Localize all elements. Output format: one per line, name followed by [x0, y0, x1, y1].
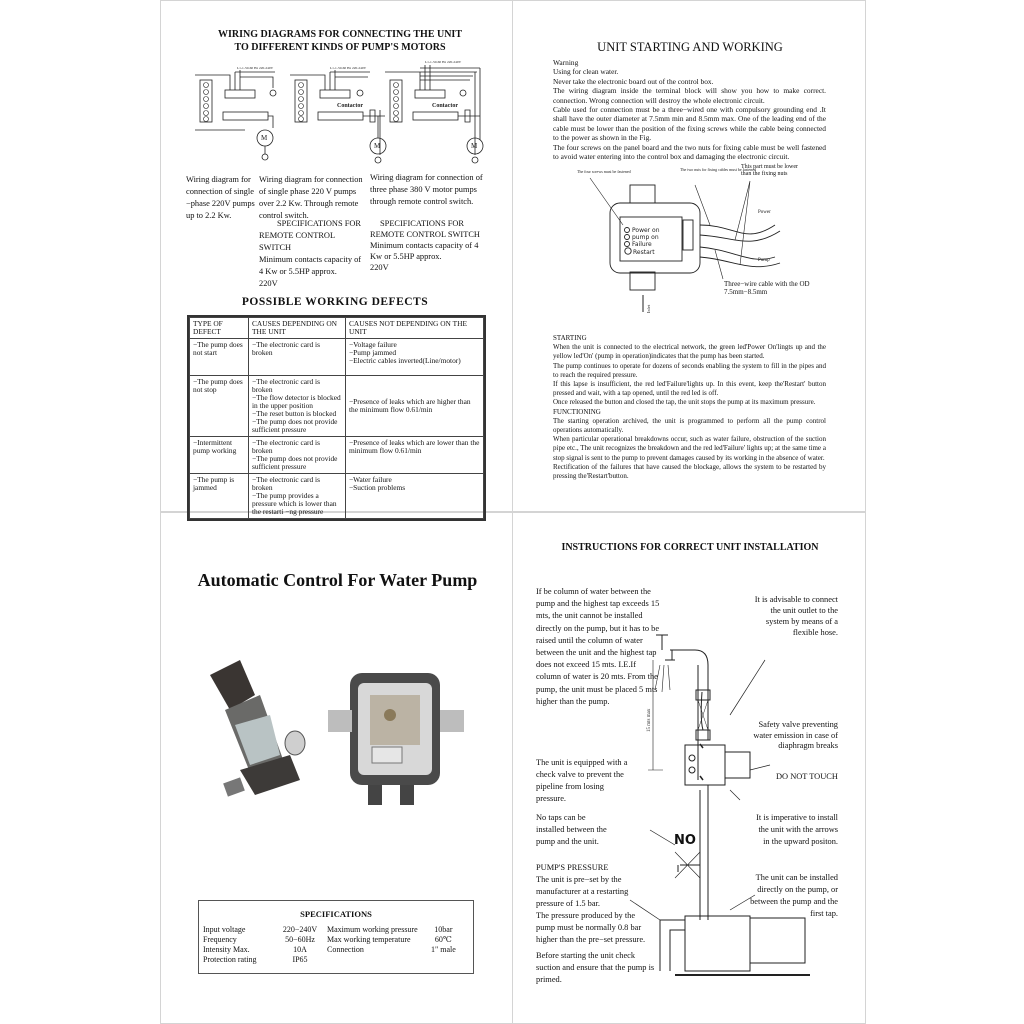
pump-controller-photo — [210, 660, 305, 797]
spec-value: IP65 — [292, 955, 308, 964]
remote-spec-text: Minimum contacts capacity of 4 Kw or 5.5HP approx. — [259, 255, 362, 276]
defect-external-causes: −Voltage failure −Pump jammed −Electric cables inverted(Line/motor) — [346, 339, 484, 376]
spec-label: Maximum working pressure — [327, 925, 418, 934]
warning-line: Using for clean water. — [553, 67, 619, 77]
spec-value: 1" male — [431, 945, 456, 954]
wiring-diagram-three-phase — [385, 60, 483, 163]
starting-line: The pump continues to operate for dozens of seconds enabling the system to fill in the pipes and to reach the required pressure. — [553, 361, 826, 379]
defect-unit-causes: −The electronic card is broken −The pump provides a pressure which is lower than the restarti −ng pressure — [249, 474, 346, 519]
warning-line: Cable used for connection must be a three−wired one with compulsory grounding end .It shall have the outer diameter at 7.5mm min and 8.5mm max. One of the leading end of the cable must be lower than the position of the fixing screws while the cable being connected to the power as shown in the Fig. — [553, 105, 826, 143]
spec-value: 220−240V — [282, 925, 318, 934]
no-taps-note: No taps can be installed between the pump and the unit. — [536, 813, 607, 846]
wiring-diagrams-figure — [195, 60, 490, 170]
specifications-title: SPECIFICATIONS — [300, 909, 372, 919]
defects-title: POSSIBLE WORKING DEFECTS — [241, 296, 429, 308]
warning-line: Never take the electronic board out of the control box. — [553, 76, 714, 86]
spec-label: Connection — [327, 945, 364, 954]
defect-unit-causes: −The electronic card is broken −The flow detector is blocked in the upper position −The reset button is blocked −The pump does not provide sufficient pressure — [249, 376, 346, 437]
column-header: TYPE OF DEFECT — [190, 318, 249, 339]
restart-button-label: Restart — [633, 249, 655, 256]
defect-unit-causes: −The electronic card is broken −The pump does not provide sufficient pressure — [249, 437, 346, 474]
installation-title: INSTRUCTIONS FOR CORRECT UNIT INSTALLATION — [561, 542, 819, 553]
spec-row — [199, 945, 460, 955]
remote-spec-block-1 — [259, 218, 367, 290]
spec-row — [199, 935, 460, 945]
starting-line: If this lapse is insufficient, the red led'Failure'lights up. In this event, keep the'Restart' button pressed and wait, with a tap opened, until the red led is off. — [553, 380, 826, 398]
led-failure-label: Failure — [632, 241, 652, 248]
check-valve-note: The unit is equipped with a check valve to prevent the pipeline from losing pressure. — [536, 758, 628, 803]
priming-note: Before starting the unit check suction and ensure that the pump is primed. — [536, 951, 655, 984]
spec-label: Intensity Max. — [203, 945, 250, 954]
caption-three-phase: Wiring diagram for connection of three phase 380 V motor pumps through remote control switch. — [370, 173, 483, 206]
led-pump-on-label: pump on — [632, 234, 659, 241]
warning-heading: Warning — [553, 58, 579, 67]
table-row — [190, 474, 484, 519]
lower-note: This part must be lower than the fixing nuts — [741, 164, 798, 177]
wiring-diagram-remote-single-phase — [290, 66, 386, 163]
spec-row — [199, 955, 460, 965]
spec-label: Frequency — [203, 935, 237, 944]
defect-type: −The pump does not stop — [190, 376, 249, 437]
install-location-note: The unit can be installed directly on the pump, or between the pump and the first tap. — [750, 873, 838, 918]
spec-label: Max working temperature — [327, 935, 411, 944]
power-label: Power — [758, 210, 771, 215]
wiring-title: WIRING DIAGRAMS FOR CONNECTING THE UNIT TO DIFFERENT KINDS OF PUMP'S MOTORS — [217, 29, 462, 53]
starting-line: Once released the button and closed the tap, the unit stops the pump at its maximum pressure. — [553, 398, 816, 407]
defect-external-causes: −Water failure −Suction problems — [346, 474, 484, 519]
caption-remote-single-phase: Wiring diagram for connection of single phase 220 V pumps over 2.2 Kw. Through remote control switch. — [259, 175, 363, 220]
safety-valve-note: Safety valve preventing water emission in case of diaphragm breaks — [753, 720, 838, 750]
remote-spec-block-2 — [370, 218, 480, 273]
remote-spec-voltage: 220V — [370, 263, 389, 272]
pressure-text: The unit is pre−set by the manufacturer at a restarting pressure of 1.5 bar. — [536, 875, 629, 908]
do-not-touch-label: DO NOT TOUCH — [776, 772, 838, 781]
pressure-text-2: The pressure produced by the pump must be normally 0.8 bar higher than the pre−set pressure. — [536, 911, 646, 944]
contactor-label: Contactor — [337, 103, 363, 109]
column-note: If be column of water between the pump and the highest tap exceeds 15 mts, the unit cannot be installed directly on the pump, but it has to be raised until the column of water between the unit and the highest tap does not exceed 15 mts. I.E.If column of water is 20 mts. From the pump, the unit must be placed 5 mts higher than the pump. — [536, 587, 660, 706]
spec-value: 10A — [293, 945, 307, 954]
functioning-line: When particular operational breakdowns occur, such as water failure, obstruction of the suction pipe etc., The unit recognizes the breakdown and the red led'Failure' lights up; at the same time a stop signal is sent to the pump to prevent damages caused by its working in the absence of water. — [553, 435, 826, 462]
starting-line: When the unit is connected to the electrical network, the green led'Power On'lingts up and the yellow led'On' (pump in operation)indicates that the pump has been started. — [553, 343, 826, 361]
functioning-heading: FUNCTIONING — [553, 407, 601, 416]
spec-label: Protection rating — [203, 955, 257, 964]
table-row — [190, 376, 484, 437]
defect-type: −The pump is jammed — [190, 474, 249, 519]
starting-heading: STARTING — [553, 334, 587, 342]
no-label: NO — [674, 833, 696, 848]
max-height-label: 15 mts max — [647, 708, 652, 732]
wiring-diagram-single-phase — [195, 66, 276, 160]
remote-spec-heading: SPECIFICATIONS FOR REMOTE CONTROL SWITCH — [259, 219, 362, 252]
specifications-table — [199, 925, 460, 965]
column-header: CAUSES DEPENDING ON THE UNIT — [249, 318, 346, 339]
inlet-label: Inlet — [646, 304, 651, 313]
open-controller-photo — [328, 673, 464, 805]
supply-label-3: L1-1-50-60 Hz 220-240V — [425, 60, 462, 64]
nuts-note: The two nuts for fixing cables must be fastened — [680, 167, 756, 172]
cable-note: Three−wire cable with the OD 7.5mm−8.5mm — [724, 280, 810, 296]
product-photo — [200, 655, 480, 825]
starting-section — [553, 334, 826, 481]
defect-type: −The pump does not start — [190, 339, 249, 376]
pump-label: Pump — [758, 258, 770, 263]
supply-label-2: L1-1-50-60 Hz 220-240V — [330, 66, 367, 70]
warning-section — [553, 58, 826, 161]
defect-external-causes: −Presence of leaks which are lower than the minimum flow 0.61/min — [346, 437, 484, 474]
defects-table — [189, 317, 484, 519]
warning-line: The wiring diagram inside the terminal block will show you how to make correct. connection. Wrong connection will destroy the whole electronic circuit. — [553, 86, 826, 105]
defect-external-causes: −Presence of leaks which are higher than the minimum flow 0.61/min — [346, 376, 484, 437]
motor-label: M — [374, 142, 381, 150]
motor-label: M — [261, 134, 268, 142]
spec-value: 60℃ — [434, 935, 452, 944]
hose-note: It is advisable to connect the unit outlet to the system by means of a flexible hose. — [754, 595, 838, 637]
pump-pressure-section — [536, 862, 656, 986]
cover-title: Automatic Control For Water Pump — [197, 570, 478, 590]
supply-label-1: L1-1-50-60 Hz 220-240V — [237, 66, 274, 70]
screws-note: The four screws must be fastened — [577, 169, 631, 174]
spec-value: 50−60Hz — [285, 935, 315, 944]
spec-row — [199, 925, 460, 935]
spec-value: 10bar — [434, 925, 453, 934]
warning-line: The four screws on the panel board and the two nuts for fixing cable must be well fastened to avoid water entering into the control box and damaging the electronic circuit. — [553, 142, 826, 162]
table-row — [190, 339, 484, 376]
table-row — [190, 437, 484, 474]
remote-spec-voltage: 220V — [259, 279, 278, 288]
defect-unit-causes: −The electronic card is broken — [249, 339, 346, 376]
column-header: CAUSES NOT DEPENDING ON THE UNIT — [346, 318, 484, 339]
led-power-on-label: Power on — [632, 227, 660, 234]
starting-title: UNIT STARTING AND WORKING — [597, 40, 783, 54]
motor-label: M — [471, 142, 478, 150]
defect-type: −Intermittent pump working — [190, 437, 249, 474]
pressure-heading: PUMP'S PRESSURE — [536, 863, 609, 872]
specifications-box — [198, 900, 474, 974]
defects-table-frame — [187, 315, 486, 521]
arrows-note: It is imperative to install the unit with the arrows in the upward positon. — [756, 813, 838, 846]
spec-label: Input voltage — [203, 925, 246, 934]
caption-single-phase: Wiring diagram for connection of single −phase 220V pumps up to 2.2 Kw. — [186, 175, 255, 220]
contactor-label: Contactor — [432, 103, 458, 109]
table-header-row — [190, 318, 484, 339]
functioning-line: Rectification of the failures that have caused the blockage, allows the system to be restarted by pressing the'Restart'button. — [553, 462, 826, 481]
functioning-line: The starting operation archived, the unit is programmed to perform all the pump control operations automatically. — [553, 416, 826, 435]
remote-spec-text: Minimum contacts capacity of 4 Kw or 5.5HP approx. — [370, 241, 479, 261]
remote-spec-heading: SPECIFICATIONS FOR REMOTE CONTROL SWITCH — [370, 219, 480, 239]
